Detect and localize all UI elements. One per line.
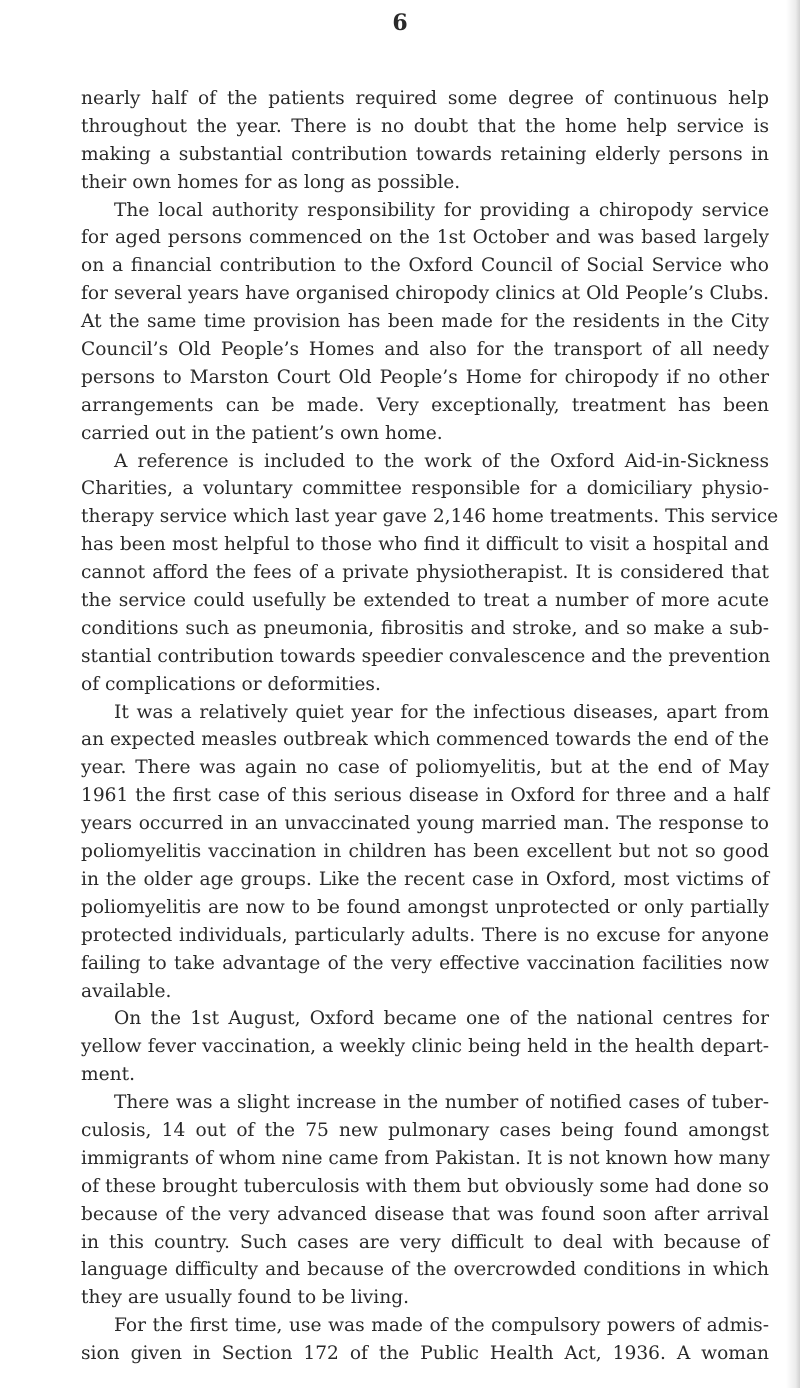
text-line: language difficulty and because of the overcrowded conditions in which <box>81 1259 769 1281</box>
text-line: culosis, 14 out of the 75 new pulmonary cases being found amongst <box>81 1119 769 1141</box>
text-line: Council’s Old People’s Homes and also for the transport of all needy <box>81 339 769 361</box>
text-line: A reference is included to the work of the Oxford Aid-in-Sickness <box>114 450 769 472</box>
text-line: the service could usefully be extended to treat a number of more acute <box>81 590 769 612</box>
text-line: for several years have organised chiropody clinics at Old People’s Clubs. <box>81 283 769 305</box>
text-line: persons to Marston Court Old People’s Home for chiropody if no other <box>81 366 769 388</box>
page-edge-shadow <box>786 0 800 1388</box>
page-number: 6 <box>392 10 408 36</box>
text-line: nearly half of the patients required some degree of continuous help <box>81 88 769 109</box>
text-line: has been most helpful to those who find it difficult to visit a hospital and <box>81 534 769 556</box>
text-line: in the older age groups. Like the recent case in Oxford, most victims of <box>81 868 769 890</box>
text-line: their own homes for as long as possible. <box>81 171 461 193</box>
text-line: arrangements can be made. Very exceptionally, treatment has been <box>81 394 769 416</box>
text-line: an expected measles outbreak which commenced towards the end of the <box>81 729 769 751</box>
text-line: years occurred in an unvaccinated young married man. The response to <box>81 813 769 835</box>
text-line: cannot afford the fees of a private physiotherapist. It is considered that <box>81 562 769 584</box>
text-line: For the first time, use was made of the compulsory powers of admis- <box>114 1315 769 1337</box>
text-line: It was a relatively quiet year for the infectious diseases, apart from <box>114 701 769 723</box>
text-line: There was a slight increase in the number of notified cases of tuber- <box>114 1092 769 1114</box>
text-line: therapy service which last year gave 2,146 home treatments. This service <box>81 506 779 528</box>
text-line: The local authority responsibility for providing a chiropody service <box>114 199 769 221</box>
text-line: of these brought tuberculosis with them but obviously some had done so <box>81 1175 769 1197</box>
text-line: poliomyelitis are now to be found amongst unprotected or only partially <box>81 896 769 918</box>
text-line: protected individuals, particularly adults. There is no excuse for anyone <box>81 924 769 946</box>
text-line: of complications or deformities. <box>81 673 381 695</box>
body-text <box>81 85 779 1368</box>
text-line: available. <box>81 980 172 1002</box>
text-line: sion given in Section 172 of the Public Health Act, 1936. A woman <box>81 1343 769 1365</box>
text-line: for aged persons commenced on the 1st October and was based largely <box>81 227 769 249</box>
text-line: failing to take advantage of the very effective vaccination facilities now <box>81 952 769 974</box>
text-line: year. There was again no case of poliomyelitis, but at the end of May <box>81 757 769 779</box>
text-line: poliomyelitis vaccination in children has been excellent but not so good <box>81 841 769 863</box>
text-line: At the same time provision has been made for the residents in the City <box>81 311 769 333</box>
text-line: on a financial contribution to the Oxford Council of Social Service who <box>81 255 769 277</box>
text-line: On the 1st August, Oxford became one of the national centres for <box>114 1008 769 1030</box>
text-line: conditions such as pneumonia, fibrositis and stroke, and so make a sub- <box>81 617 769 639</box>
text-line: Charities, a voluntary committee responsible for a domiciliary physio- <box>81 478 769 500</box>
text-line: throughout the year. There is no doubt that the home help service is <box>81 115 769 137</box>
text-line: yellow fever vaccination, a weekly clinic being held in the health depart- <box>81 1036 769 1058</box>
text-line: carried out in the patient’s own home. <box>81 422 443 444</box>
text-line: because of the very advanced disease that was found soon after arrival <box>81 1203 769 1225</box>
text-line: in this country. Such cases are very difficult to deal with because of <box>81 1231 769 1253</box>
text-line: they are usually found to be living. <box>81 1287 410 1309</box>
text-line: making a substantial contribution towards retaining elderly persons in <box>81 143 769 165</box>
text-line: immigrants of whom nine came from Pakistan. It is not known how many <box>81 1147 770 1169</box>
text-line: 1961 the first case of this serious disease in Oxford for three and a half <box>81 785 769 807</box>
text-line: ment. <box>81 1064 135 1086</box>
text-line: stantial contribution towards speedier convalescence and the prevention <box>81 645 771 667</box>
